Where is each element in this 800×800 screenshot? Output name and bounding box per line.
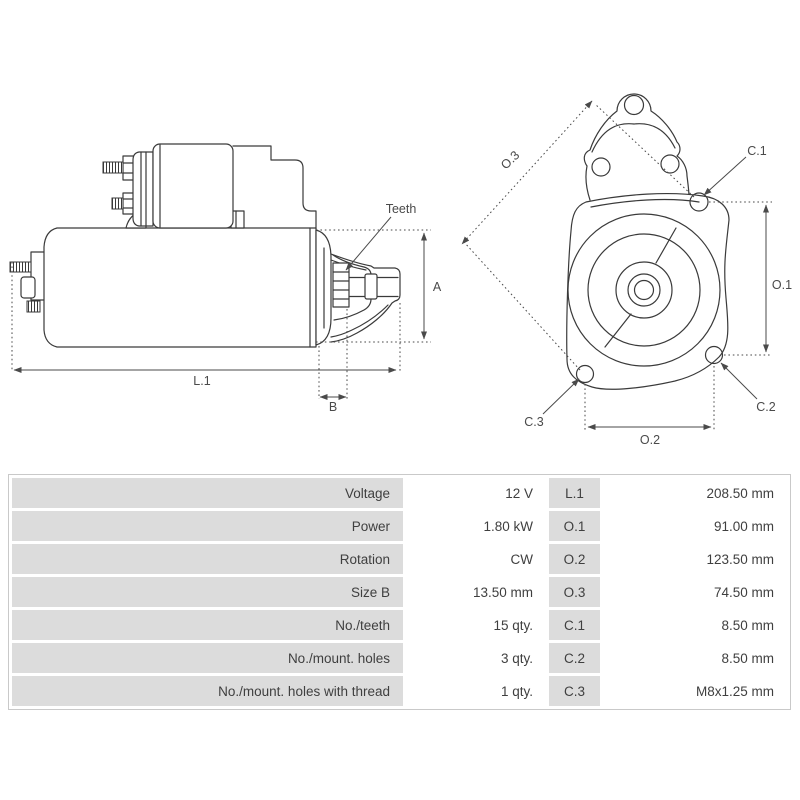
spec-code: L.1 bbox=[549, 478, 600, 508]
side-rear-stud-upper bbox=[10, 262, 31, 272]
spec-dimension: 208.50 mm bbox=[603, 478, 787, 508]
spec-label: No./mount. holes with thread bbox=[12, 676, 403, 706]
spec-label: No./teeth bbox=[12, 610, 403, 640]
spec-code: O.2 bbox=[549, 544, 600, 574]
table-row bbox=[12, 577, 787, 607]
table-row bbox=[12, 643, 787, 673]
spec-value: CW bbox=[406, 544, 546, 574]
side-housing-outline bbox=[233, 146, 316, 230]
spec-code: O.1 bbox=[549, 511, 600, 541]
mounting-flange bbox=[567, 194, 729, 390]
spec-table bbox=[8, 474, 791, 710]
label-teeth: Teeth bbox=[385, 202, 417, 216]
spec-label: Voltage bbox=[12, 478, 403, 508]
label-l1: L.1 bbox=[193, 374, 211, 388]
label-c1: C.1 bbox=[747, 144, 767, 158]
spec-label: Rotation bbox=[12, 544, 403, 574]
side-motor-body bbox=[44, 228, 316, 347]
spec-value: 1 qty. bbox=[406, 676, 546, 706]
spec-value: 15 qty. bbox=[406, 610, 546, 640]
teeth-leader-line bbox=[346, 217, 391, 270]
solenoid-stud-upper bbox=[103, 162, 123, 173]
spec-code: O.3 bbox=[549, 577, 600, 607]
bell-right-hole bbox=[661, 155, 679, 173]
spec-dimension: M8x1.25 mm bbox=[603, 676, 787, 706]
spec-dimension: 8.50 mm bbox=[603, 643, 787, 673]
c1-leader-line bbox=[704, 157, 746, 195]
label-o3: O.3 bbox=[498, 148, 523, 173]
front-view-drawing bbox=[567, 94, 729, 389]
table-row bbox=[12, 610, 787, 640]
spec-code: C.3 bbox=[549, 676, 600, 706]
table-row bbox=[12, 478, 787, 508]
solenoid-cap bbox=[133, 152, 153, 226]
spec-value: 13.50 mm bbox=[406, 577, 546, 607]
solenoid-stud-lower bbox=[112, 198, 123, 209]
solenoid-body bbox=[153, 144, 233, 228]
side-view-drawing bbox=[10, 144, 400, 347]
label-c2: C.2 bbox=[756, 400, 776, 414]
shaft-bearing bbox=[365, 274, 377, 299]
side-rear-block bbox=[21, 277, 35, 298]
table-row bbox=[12, 511, 787, 541]
bell-housing-outline bbox=[584, 94, 689, 200]
label-b: B bbox=[328, 400, 338, 414]
side-rear-stud-lower bbox=[27, 301, 40, 312]
label-c3: C.3 bbox=[524, 415, 544, 429]
spec-value: 1.80 kW bbox=[406, 511, 546, 541]
spec-value: 12 V bbox=[406, 478, 546, 508]
spec-code: C.1 bbox=[549, 610, 600, 640]
spec-label: Power bbox=[12, 511, 403, 541]
bell-left-hole bbox=[592, 158, 610, 176]
spec-value: 3 qty. bbox=[406, 643, 546, 673]
spec-code: C.2 bbox=[549, 643, 600, 673]
spec-dimension: 123.50 mm bbox=[603, 544, 787, 574]
spec-label: Size B bbox=[12, 577, 403, 607]
c2-leader-line bbox=[721, 363, 757, 399]
c3-leader-line bbox=[543, 379, 579, 414]
label-o2: O.2 bbox=[639, 433, 661, 447]
bell-top-hole bbox=[625, 96, 644, 115]
spec-label: No./mount. holes bbox=[12, 643, 403, 673]
table-row bbox=[12, 544, 787, 574]
spec-dimension: 8.50 mm bbox=[603, 610, 787, 640]
label-o1: O.1 bbox=[771, 278, 793, 292]
bell-inner-arc bbox=[592, 124, 675, 152]
spec-dimension: 74.50 mm bbox=[603, 577, 787, 607]
table-row bbox=[12, 676, 787, 706]
spec-dimension: 91.00 mm bbox=[603, 511, 787, 541]
label-a: A bbox=[432, 280, 442, 294]
